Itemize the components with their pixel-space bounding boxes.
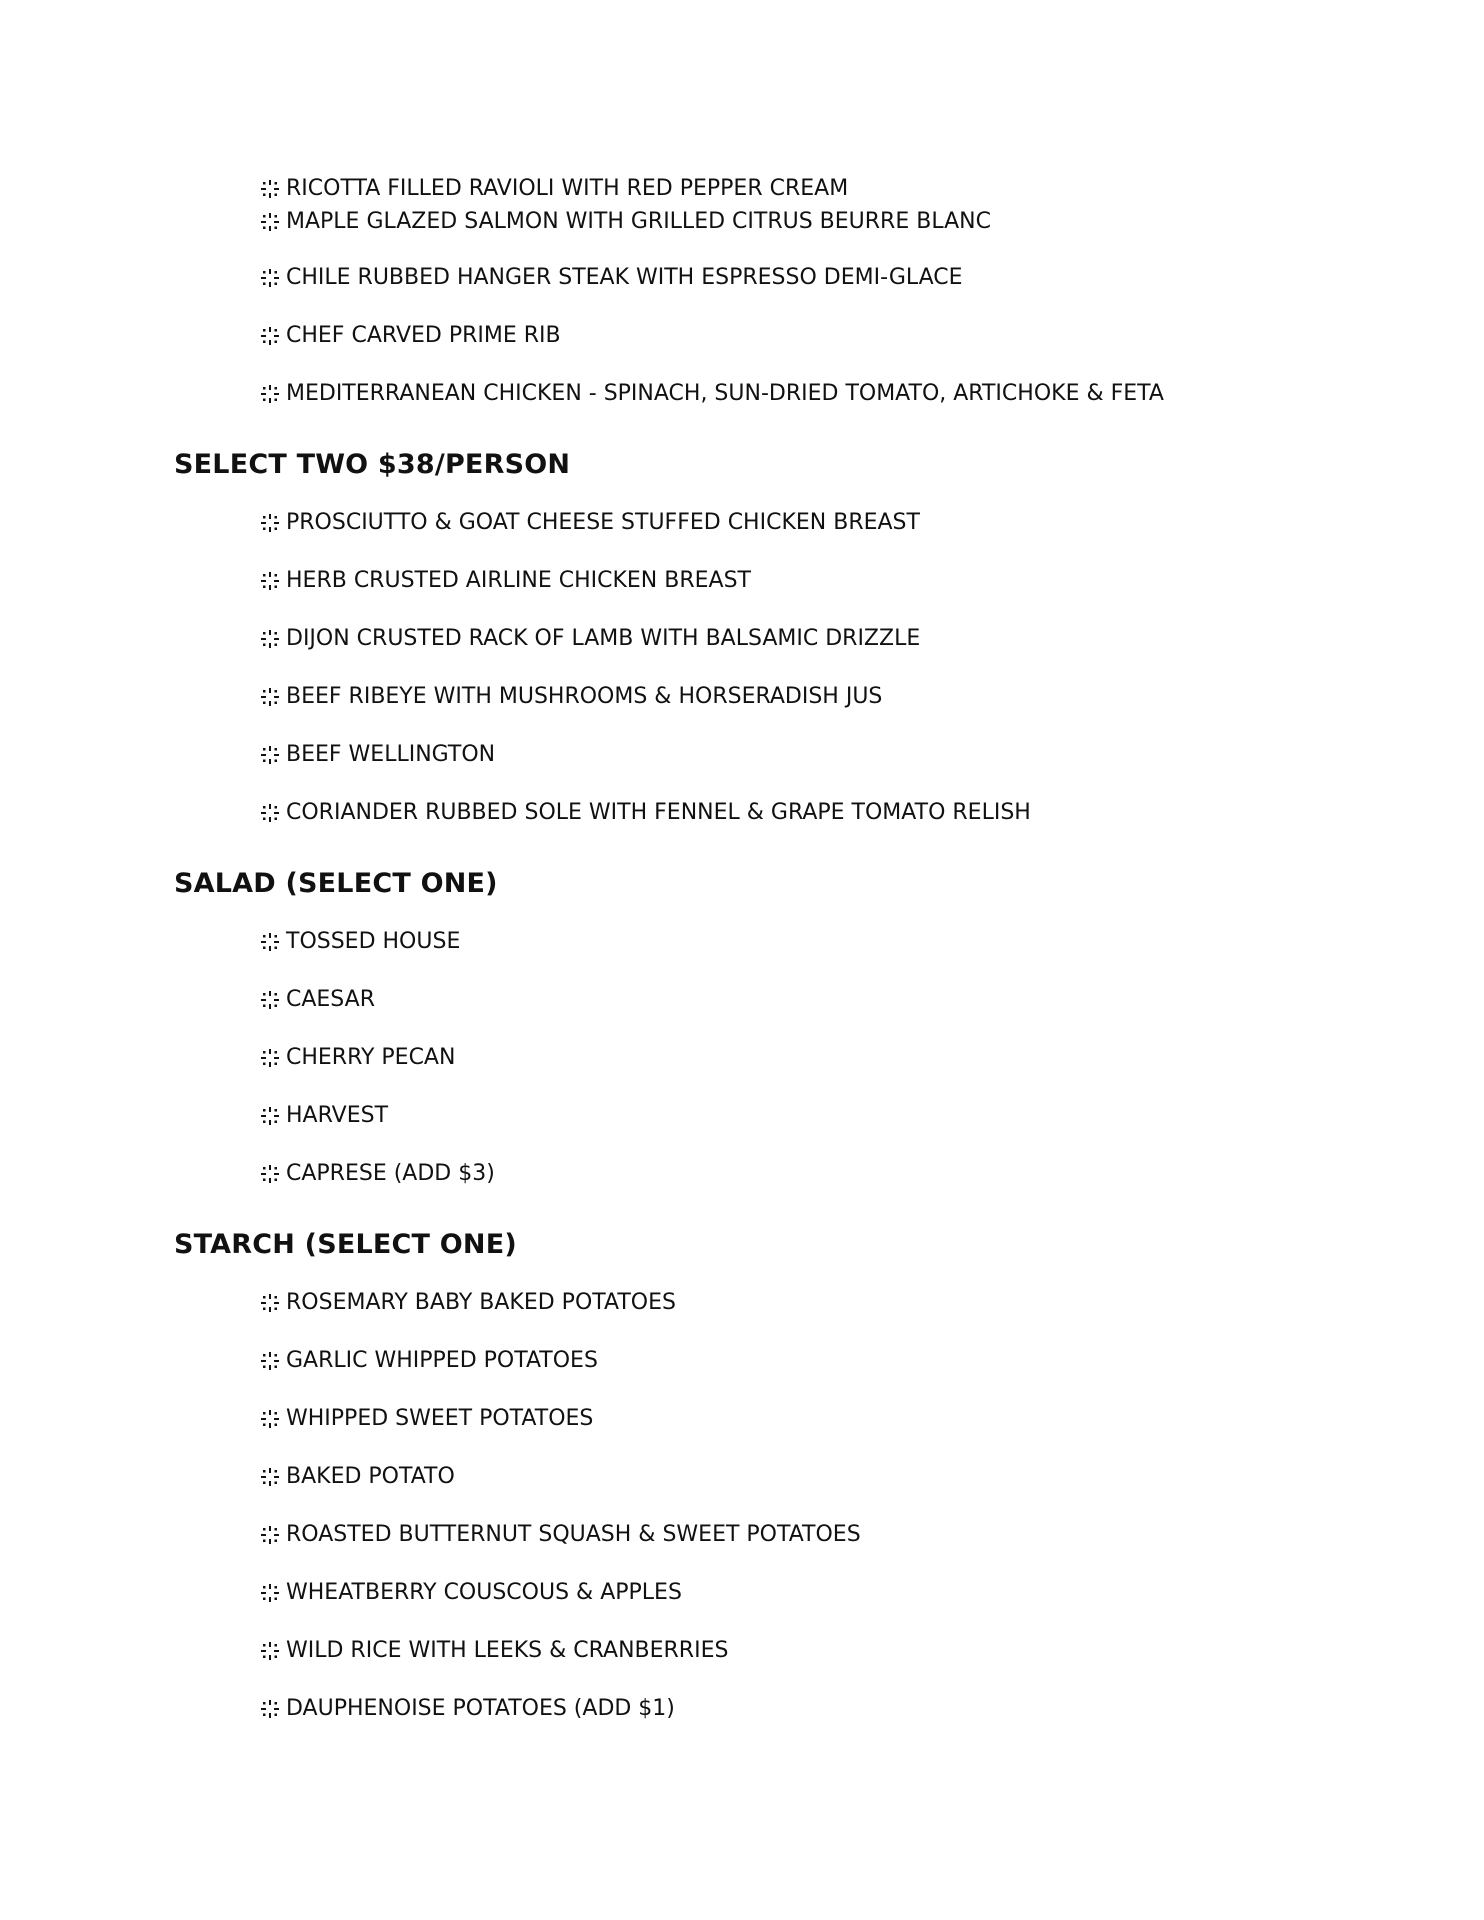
sparkle-icon — [260, 1106, 280, 1126]
list-item — [260, 567, 751, 595]
item-label: ROASTED BUTTERNUT SQUASH & SWEET POTATOES — [286, 1522, 861, 1547]
list-item — [260, 683, 882, 711]
sparkle-icon — [260, 1525, 280, 1545]
sparkle-icon — [260, 990, 280, 1010]
list-item — [260, 1579, 682, 1607]
list-item — [260, 1102, 388, 1130]
section-heading-salad: SALAD (SELECT ONE) — [174, 868, 498, 899]
item-label: CAESAR — [286, 987, 376, 1012]
sparkle-icon — [260, 384, 280, 404]
list-item — [260, 625, 920, 653]
list-item — [260, 1405, 593, 1433]
list-item — [260, 1521, 861, 1549]
sparkle-icon — [260, 268, 280, 288]
list-item — [260, 322, 561, 350]
section-heading-select-two: SELECT TWO $38/PERSON — [174, 449, 571, 480]
sparkle-icon — [260, 1583, 280, 1603]
sparkle-icon — [260, 1641, 280, 1661]
list-item — [260, 799, 1031, 827]
list-item — [260, 741, 495, 769]
sparkle-icon — [260, 1048, 280, 1068]
item-label: DAUPHENOISE POTATOES (ADD $1) — [286, 1696, 675, 1721]
item-label: CHERRY PECAN — [286, 1045, 456, 1070]
item-label: MEDITERRANEAN CHICKEN - SPINACH, SUN-DRIED TOMATO, ARTICHOKE & FETA — [286, 381, 1164, 406]
list-item — [260, 1289, 676, 1317]
sparkle-icon — [260, 629, 280, 649]
list-item — [260, 380, 1164, 408]
list-item — [260, 208, 991, 236]
list-item — [260, 264, 963, 292]
sparkle-icon — [260, 745, 280, 765]
item-label: DIJON CRUSTED RACK OF LAMB WITH BALSAMIC DRIZZLE — [286, 626, 921, 651]
sparkle-icon — [260, 1467, 280, 1487]
item-label: TOSSED HOUSE — [286, 929, 461, 954]
list-item — [260, 1347, 598, 1375]
list-item — [260, 1637, 728, 1665]
sparkle-icon — [260, 1409, 280, 1429]
item-label: HERB CRUSTED AIRLINE CHICKEN BREAST — [286, 568, 751, 593]
item-label: CAPRESE (ADD $3) — [286, 1161, 495, 1186]
item-label: ROSEMARY BABY BAKED POTATOES — [286, 1290, 676, 1315]
list-item — [260, 509, 920, 537]
item-label: PROSCIUTTO & GOAT CHEESE STUFFED CHICKEN BREAST — [286, 510, 920, 535]
sparkle-icon — [260, 1164, 280, 1184]
sparkle-icon — [260, 513, 280, 533]
item-label: MAPLE GLAZED SALMON WITH GRILLED CITRUS BEURRE BLANC — [286, 209, 991, 234]
sparkle-icon — [260, 179, 280, 199]
sparkle-icon — [260, 571, 280, 591]
sparkle-icon — [260, 1293, 280, 1313]
item-label: HARVEST — [286, 1103, 389, 1128]
list-item — [260, 175, 848, 203]
section-heading-starch: STARCH (SELECT ONE) — [174, 1229, 517, 1260]
list-item — [260, 928, 460, 956]
item-label: WHIPPED SWEET POTATOES — [286, 1406, 594, 1431]
item-label: BEEF WELLINGTON — [286, 742, 496, 767]
sparkle-icon — [260, 687, 280, 707]
sparkle-icon — [260, 326, 280, 346]
item-label: WILD RICE WITH LEEKS & CRANBERRIES — [286, 1638, 729, 1663]
item-label: BEEF RIBEYE WITH MUSHROOMS & HORSERADISH JUS — [286, 684, 883, 709]
item-label: GARLIC WHIPPED POTATOES — [286, 1348, 598, 1373]
list-item — [260, 986, 375, 1014]
sparkle-icon — [260, 932, 280, 952]
sparkle-icon — [260, 1699, 280, 1719]
sparkle-icon — [260, 212, 280, 232]
item-label: BAKED POTATO — [286, 1464, 455, 1489]
list-item — [260, 1044, 455, 1072]
list-item — [260, 1160, 495, 1188]
item-label: CHEF CARVED PRIME RIB — [286, 323, 561, 348]
item-label: CHILE RUBBED HANGER STEAK WITH ESPRESSO DEMI-GLACE — [286, 265, 963, 290]
item-label: CORIANDER RUBBED SOLE WITH FENNEL & GRAPE TOMATO RELISH — [286, 800, 1031, 825]
list-item — [260, 1463, 455, 1491]
item-label: WHEATBERRY COUSCOUS & APPLES — [286, 1580, 682, 1605]
list-item — [260, 1695, 675, 1723]
item-label: RICOTTA FILLED RAVIOLI WITH RED PEPPER CREAM — [286, 176, 849, 201]
sparkle-icon — [260, 803, 280, 823]
sparkle-icon — [260, 1351, 280, 1371]
